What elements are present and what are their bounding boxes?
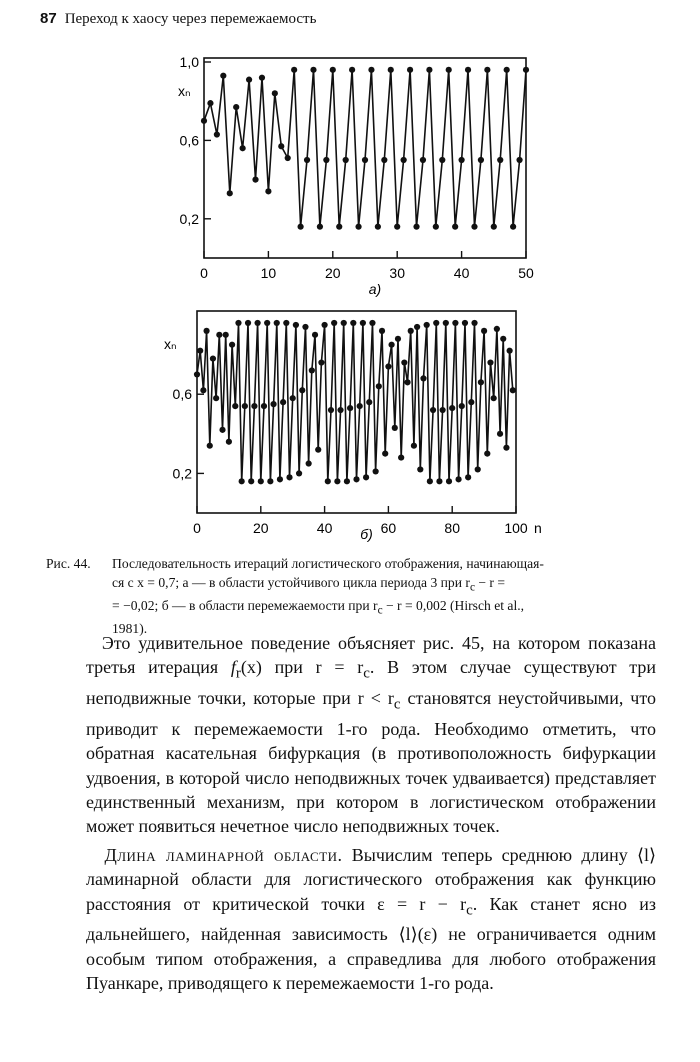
data-point xyxy=(235,320,241,326)
data-point xyxy=(394,224,400,230)
chart-b xyxy=(0,305,700,542)
p1-sub-c2: c xyxy=(393,696,401,713)
data-point xyxy=(424,322,430,328)
data-point xyxy=(357,403,363,409)
data-point xyxy=(497,431,503,437)
data-point xyxy=(245,320,251,326)
p1-sub-c1: c xyxy=(363,665,370,682)
data-point xyxy=(233,104,239,110)
data-point xyxy=(334,478,340,484)
x-tick-label: 100 xyxy=(504,520,528,536)
caption-line-3-end: − r = 0,002 (Hirsch et al., xyxy=(382,597,525,613)
caption-line-2-end: − r = xyxy=(474,574,506,590)
x-tick-label: 60 xyxy=(380,520,397,536)
data-point xyxy=(360,320,366,326)
data-point xyxy=(355,224,361,230)
data-point xyxy=(449,405,455,411)
data-point xyxy=(258,478,264,484)
data-point xyxy=(302,324,308,330)
data-point xyxy=(306,460,312,466)
data-point xyxy=(398,454,404,460)
y-tick-label: 0,6 xyxy=(179,132,199,149)
data-point xyxy=(259,75,265,81)
figure-label: Рис. 44. xyxy=(46,556,91,571)
data-point xyxy=(220,73,226,79)
x-tick-label: 40 xyxy=(453,265,470,281)
data-point xyxy=(232,403,238,409)
y-tick-label: 0,6 xyxy=(172,386,192,403)
data-point xyxy=(510,387,516,393)
data-point xyxy=(440,407,446,413)
data-point xyxy=(219,427,225,433)
x-tick-label: 20 xyxy=(325,265,341,281)
x-tick-label: 0 xyxy=(193,520,201,536)
data-point xyxy=(286,474,292,480)
data-point xyxy=(310,67,316,73)
data-point xyxy=(433,320,439,326)
data-point xyxy=(427,478,433,484)
data-point xyxy=(417,466,423,472)
data-point xyxy=(293,322,299,328)
data-point xyxy=(411,443,417,449)
caption-sub-1: c xyxy=(469,581,475,594)
data-point xyxy=(227,190,233,196)
x-tick-label: 30 xyxy=(389,265,405,281)
p1-part-a: Это удивительное поведение объясняет рис. 45, на котором показана третья итерация xyxy=(86,633,657,678)
data-point xyxy=(325,478,331,484)
data-point xyxy=(433,224,439,230)
data-point xyxy=(252,177,258,183)
data-point xyxy=(379,328,385,334)
data-point xyxy=(203,328,209,334)
data-point xyxy=(285,155,291,161)
x-tick-label: 0 xyxy=(200,265,208,281)
data-point xyxy=(226,439,232,445)
data-point xyxy=(210,355,216,361)
data-point xyxy=(349,67,355,73)
data-point xyxy=(336,224,342,230)
data-point xyxy=(246,77,252,83)
data-point xyxy=(443,320,449,326)
data-point xyxy=(207,443,213,449)
data-point xyxy=(280,399,286,405)
data-point xyxy=(507,348,513,354)
data-point xyxy=(216,332,222,338)
chart-a xyxy=(0,40,700,340)
data-point xyxy=(484,451,490,457)
data-point xyxy=(331,320,337,326)
data-point xyxy=(516,157,522,163)
y-axis-label: xₙ xyxy=(178,83,191,99)
data-point xyxy=(251,403,257,409)
data-point xyxy=(318,359,324,365)
data-point xyxy=(459,157,465,163)
data-point xyxy=(197,348,203,354)
data-point xyxy=(373,468,379,474)
data-point xyxy=(264,320,270,326)
data-point xyxy=(344,478,350,484)
data-point xyxy=(381,157,387,163)
caption-line-2: ся с x = 0,7; a — в области устойчивого цикла периода 3 при r xyxy=(112,574,470,590)
data-point xyxy=(392,425,398,431)
data-point xyxy=(478,157,484,163)
data-point xyxy=(420,157,426,163)
data-point xyxy=(388,342,394,348)
data-point xyxy=(317,224,323,230)
data-point xyxy=(523,67,529,73)
data-point xyxy=(337,407,343,413)
data-point xyxy=(270,401,276,407)
data-point xyxy=(363,474,369,480)
data-point xyxy=(439,157,445,163)
data-point xyxy=(475,466,481,472)
x-tick-label: 20 xyxy=(253,520,269,536)
x-tick-label: 50 xyxy=(518,265,534,281)
data-point xyxy=(414,324,420,330)
data-point xyxy=(401,359,407,365)
data-point xyxy=(478,379,484,385)
data-point xyxy=(298,224,304,230)
p1-part-c: . В этом случае существуют три неподвижные точки, которые при r < r xyxy=(86,657,657,709)
data-point xyxy=(426,67,432,73)
data-point xyxy=(491,224,497,230)
data-point xyxy=(368,67,374,73)
data-point xyxy=(407,67,413,73)
figure-caption-text xyxy=(112,555,658,638)
caption-line-1: Последовательность итераций логистического отображения, начинающая- xyxy=(112,556,544,571)
data-point xyxy=(304,157,310,163)
data-point xyxy=(213,395,219,401)
page-number: 87 xyxy=(40,10,57,27)
x-tick-label: 10 xyxy=(260,265,277,281)
paragraph-2 xyxy=(86,843,656,995)
data-point xyxy=(385,363,391,369)
data-point xyxy=(201,118,207,124)
data-point xyxy=(395,336,401,342)
data-point xyxy=(277,476,283,482)
data-point xyxy=(343,157,349,163)
data-point xyxy=(274,320,280,326)
data-point xyxy=(362,157,368,163)
data-point xyxy=(278,143,284,149)
p1-sub-r: r xyxy=(235,665,241,682)
data-point xyxy=(497,157,503,163)
data-point xyxy=(255,320,261,326)
data-point xyxy=(462,320,468,326)
chart-subtitle: а) xyxy=(368,281,382,297)
data-point xyxy=(452,320,458,326)
p2-part-b: . Как станет ясно из дальнейшего, найденная зависимость ⟨l⟩(ε) не ограничивается одним особым типом отображения, а справедлива для любого отображения Пуанкаре, приводящего к перемежаемости 1-го рода. xyxy=(86,893,656,994)
data-point xyxy=(312,332,318,338)
y-tick-label: 1,0 xyxy=(179,54,199,70)
p1-f: f xyxy=(230,657,236,678)
data-point xyxy=(239,478,245,484)
data-point xyxy=(459,403,465,409)
caption-line-3: = −0,02; б — в области перемежаемости при r xyxy=(112,597,378,613)
data-point xyxy=(382,451,388,457)
p2-part-a: Вычислим теперь среднюю длину ⟨l⟩ ламинарной области для логистического отображения как функцию расстояния от критической точки ε = r − r xyxy=(86,845,656,914)
data-point xyxy=(214,131,220,137)
y-axis-label: xₙ xyxy=(164,336,177,352)
data-point xyxy=(291,67,297,73)
data-point xyxy=(369,320,375,326)
data-point xyxy=(309,367,315,373)
data-point xyxy=(299,387,305,393)
series-line xyxy=(204,70,526,227)
data-point xyxy=(471,224,477,230)
data-point xyxy=(471,320,477,326)
data-point xyxy=(272,90,278,96)
data-point xyxy=(430,407,436,413)
data-point xyxy=(200,387,206,393)
p1-fx: (x) xyxy=(240,657,262,678)
data-point xyxy=(353,476,359,482)
data-point xyxy=(487,359,493,365)
data-point xyxy=(503,445,509,451)
running-header xyxy=(40,10,316,28)
data-point xyxy=(413,224,419,230)
data-point xyxy=(347,405,353,411)
data-point xyxy=(465,474,471,480)
p2-sub-c: c xyxy=(466,902,473,919)
figure-caption xyxy=(46,555,658,638)
data-point xyxy=(229,342,235,348)
p1-part-d: становятся неустойчивыми, что приводит к перемежаемости 1-го рода. Необходимо отметить, что обратная касательная бифуркация (в противоположность бифуркации удвоения, в которой число неподвижных точек удваивается) представляет единственный механизм, при котором в логистическом отображении может появиться нечетное число неподвижных точек. xyxy=(86,688,656,837)
data-point xyxy=(484,67,490,73)
data-point xyxy=(366,399,372,405)
data-point xyxy=(401,157,407,163)
data-point xyxy=(468,399,474,405)
x-tick-label: 80 xyxy=(444,520,460,536)
data-point xyxy=(322,322,328,328)
running-title: Переход к хаосу через перемежаемость xyxy=(64,11,317,27)
caption-line-4: 1981). xyxy=(112,620,148,636)
data-point xyxy=(491,395,497,401)
data-point xyxy=(240,145,246,151)
data-point xyxy=(330,67,336,73)
data-point xyxy=(223,332,229,338)
data-point xyxy=(290,395,296,401)
data-point xyxy=(481,328,487,334)
data-point xyxy=(350,320,356,326)
data-point xyxy=(375,224,381,230)
data-point xyxy=(328,407,334,413)
data-point xyxy=(194,371,200,377)
data-point xyxy=(315,447,321,453)
data-point xyxy=(283,320,289,326)
data-point xyxy=(500,336,506,342)
paragraph-1 xyxy=(86,631,656,839)
caption-sub-2: c xyxy=(377,604,383,617)
data-point xyxy=(510,224,516,230)
data-point xyxy=(436,478,442,484)
y-tick-label: 0,2 xyxy=(172,465,192,482)
y-tick-label: 0,2 xyxy=(179,210,199,227)
data-point xyxy=(446,67,452,73)
data-point xyxy=(207,100,213,106)
series-line xyxy=(197,323,513,481)
data-point xyxy=(494,326,500,332)
data-point xyxy=(446,478,452,484)
section-heading: Длина ламинарной области. xyxy=(104,845,343,865)
data-point xyxy=(248,478,254,484)
chart-subtitle: б) xyxy=(360,526,373,542)
data-point xyxy=(452,224,458,230)
data-point xyxy=(388,67,394,73)
data-point xyxy=(267,478,273,484)
data-point xyxy=(341,320,347,326)
data-point xyxy=(465,67,471,73)
p1-part-b: при r = r xyxy=(261,657,364,678)
data-point xyxy=(323,157,329,163)
x-tick-label: 40 xyxy=(316,520,333,536)
data-point xyxy=(404,379,410,385)
data-point xyxy=(261,403,267,409)
data-point xyxy=(376,383,382,389)
data-point xyxy=(265,188,271,194)
data-point xyxy=(504,67,510,73)
data-point xyxy=(242,403,248,409)
data-point xyxy=(296,470,302,476)
data-point xyxy=(420,375,426,381)
x-axis-label: n xyxy=(534,520,542,536)
data-point xyxy=(408,328,414,334)
data-point xyxy=(455,476,461,482)
